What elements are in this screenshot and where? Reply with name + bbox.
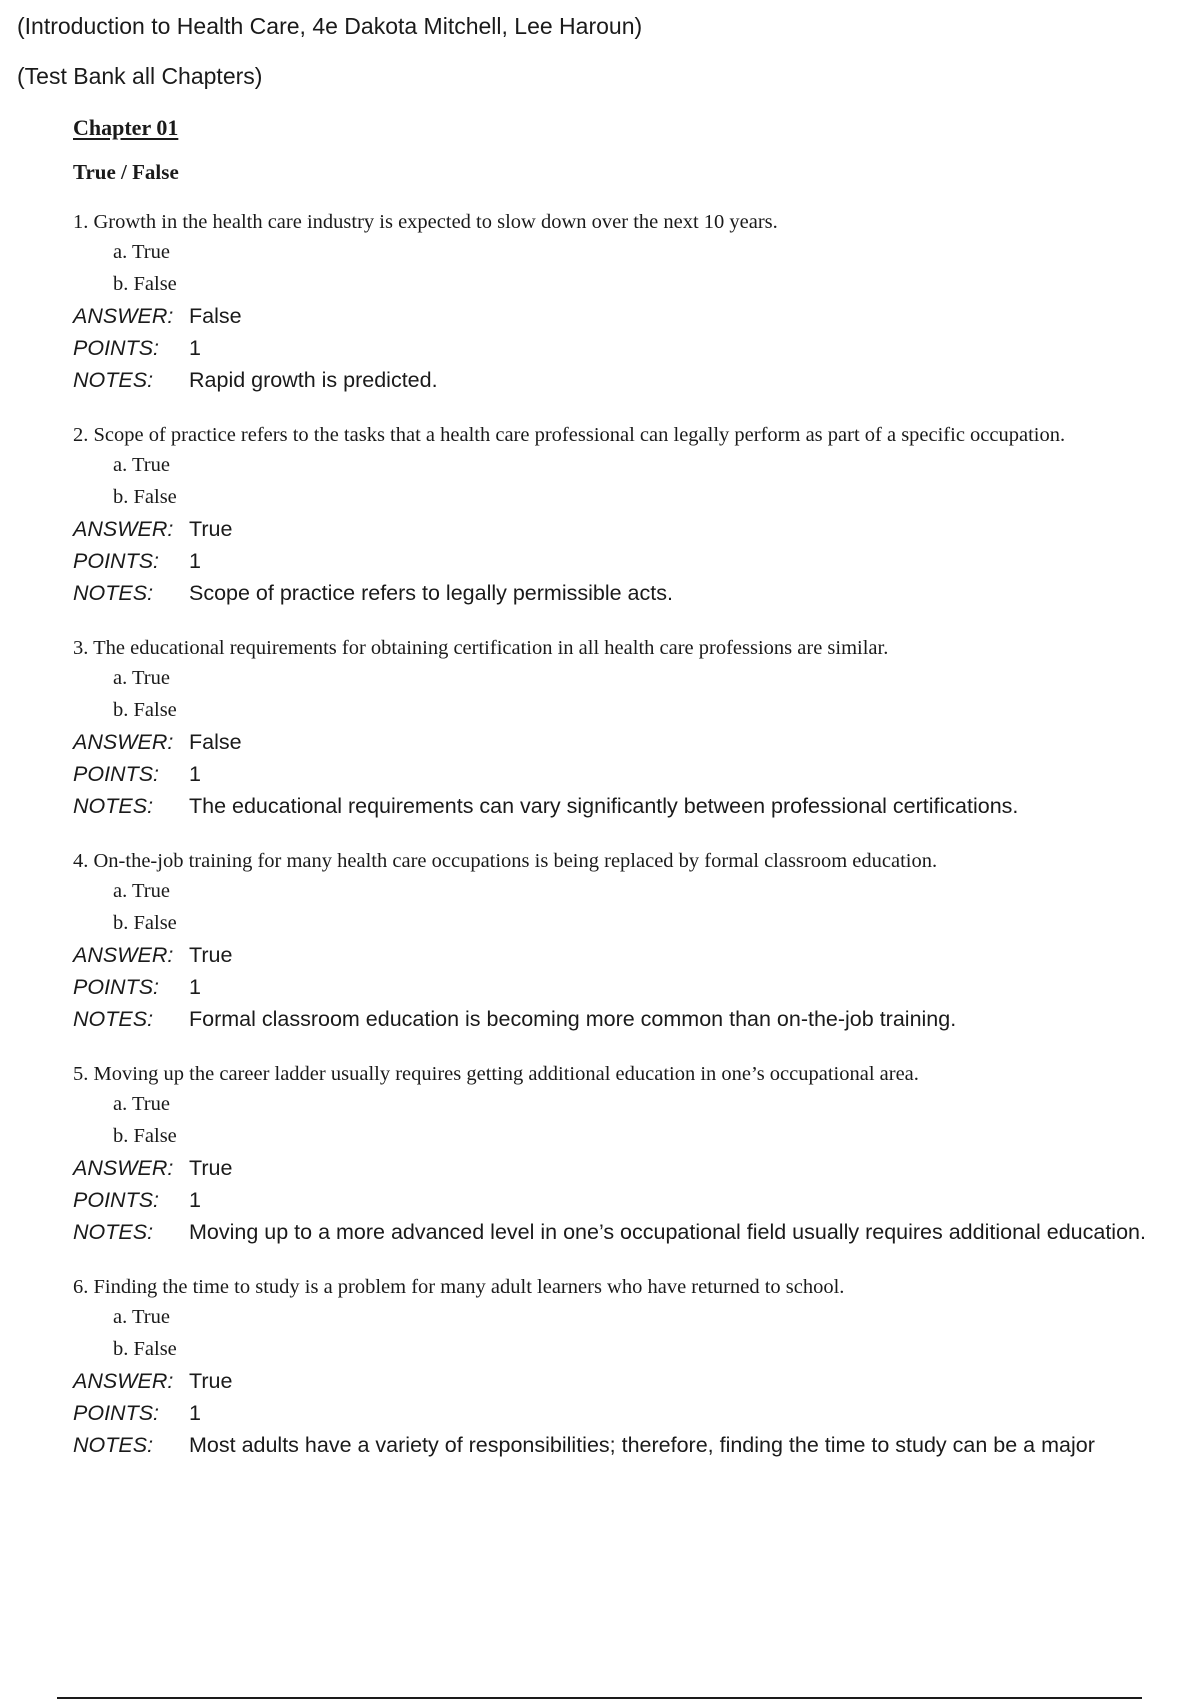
answer-value: True (189, 1369, 233, 1393)
points-label: POINTS: (73, 1188, 160, 1212)
answer-row (73, 513, 1153, 545)
notes-label: NOTES: (73, 1007, 154, 1031)
option-a: a. True (113, 880, 170, 902)
notes-label: NOTES: (73, 1433, 154, 1457)
option-a: a. True (113, 667, 170, 689)
option-a: a. True (113, 1093, 170, 1115)
question-list (73, 208, 1153, 1461)
notes-row (73, 1429, 1153, 1461)
document-subtitle: (Test Bank all Chapters) (17, 63, 263, 89)
answer-value: True (189, 1156, 233, 1180)
question-stem: 6. Finding the time to study is a problem for many adult learners who have returned to school. (73, 1276, 845, 1298)
notes-row (73, 790, 1153, 822)
notes-row (73, 577, 1153, 609)
answer-row (73, 939, 1153, 971)
notes-label: NOTES: (73, 581, 154, 605)
notes-label: NOTES: (73, 794, 154, 818)
question-stem: 2. Scope of practice refers to the tasks that a health care professional can legally perform as part of a specific occupation. (73, 424, 1066, 446)
points-label: POINTS: (73, 336, 160, 360)
option-a: a. True (113, 241, 170, 263)
question-6 (73, 1273, 1153, 1461)
points-row (73, 332, 1153, 364)
question-5 (73, 1060, 1153, 1248)
notes-value: Formal classroom education is becoming more common than on-the-job training. (189, 1007, 957, 1031)
answer-value: False (189, 730, 242, 754)
answer-value: True (189, 943, 233, 967)
question-stem: 3. The educational requirements for obtaining certification in all health care professions are similar. (73, 637, 889, 659)
points-value: 1 (189, 1188, 201, 1212)
test-bank-content (73, 114, 1153, 1486)
notes-value: Rapid growth is predicted. (189, 368, 438, 392)
question-stem: 4. On-the-job training for many health care occupations is being replaced by formal classroom education. (73, 850, 938, 872)
notes-value: Scope of practice refers to legally permissible acts. (189, 581, 673, 605)
points-label: POINTS: (73, 549, 160, 573)
answer-label: ANSWER: (73, 730, 174, 754)
answer-label: ANSWER: (73, 1369, 174, 1393)
question-stem: 5. Moving up the career ladder usually requires getting additional education in one’s occupational area. (73, 1063, 919, 1085)
option-b: b. False (113, 699, 177, 721)
points-label: POINTS: (73, 975, 160, 999)
answer-value: False (189, 304, 242, 328)
answer-label: ANSWER: (73, 943, 174, 967)
notes-row (73, 364, 1153, 396)
option-b: b. False (113, 273, 177, 295)
question-4 (73, 847, 1153, 1035)
points-label: POINTS: (73, 762, 160, 786)
notes-row (73, 1003, 1153, 1035)
points-value: 1 (189, 762, 201, 786)
notes-label: NOTES: (73, 1220, 154, 1244)
points-label: POINTS: (73, 1401, 160, 1425)
answer-row (73, 726, 1153, 758)
option-a: a. True (113, 1306, 170, 1328)
question-2 (73, 421, 1153, 609)
points-value: 1 (189, 336, 201, 360)
footer-divider (57, 1697, 1142, 1699)
answer-label: ANSWER: (73, 517, 174, 541)
option-b: b. False (113, 1338, 177, 1360)
question-1 (73, 208, 1153, 396)
points-value: 1 (189, 975, 201, 999)
notes-row (73, 1216, 1153, 1248)
document-title: (Introduction to Health Care, 4e Dakota Mitchell, Lee Haroun) (17, 13, 643, 39)
answer-row (73, 1152, 1153, 1184)
notes-value: Most adults have a variety of responsibilities; therefore, finding the time to study can be a major (189, 1433, 1095, 1457)
answer-row (73, 300, 1153, 332)
answer-label: ANSWER: (73, 1156, 174, 1180)
notes-label: NOTES: (73, 368, 154, 392)
option-b: b. False (113, 486, 177, 508)
points-row (73, 1184, 1153, 1216)
option-b: b. False (113, 912, 177, 934)
option-a: a. True (113, 454, 170, 476)
points-row (73, 971, 1153, 1003)
question-3 (73, 634, 1153, 822)
points-row (73, 545, 1153, 577)
chapter-heading: Chapter 01 (73, 115, 179, 140)
section-heading: True / False (73, 160, 179, 184)
answer-value: True (189, 517, 233, 541)
notes-value: Moving up to a more advanced level in one’s occupational field usually requires additional education. (189, 1220, 1146, 1244)
points-row (73, 758, 1153, 790)
answer-label: ANSWER: (73, 304, 174, 328)
points-row (73, 1397, 1153, 1429)
points-value: 1 (189, 549, 201, 573)
answer-row (73, 1365, 1153, 1397)
option-b: b. False (113, 1125, 177, 1147)
notes-value: The educational requirements can vary significantly between professional certifications. (189, 794, 1019, 818)
points-value: 1 (189, 1401, 201, 1425)
question-stem: 1. Growth in the health care industry is expected to slow down over the next 10 years. (73, 211, 778, 233)
